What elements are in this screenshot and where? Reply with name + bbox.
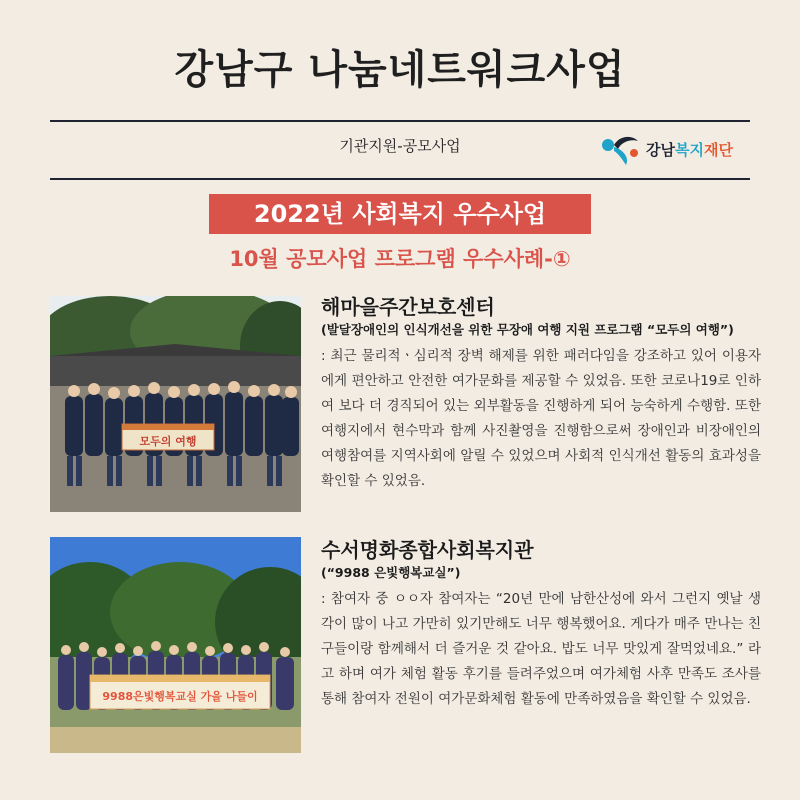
case-body: : 참여자 중 ㅇㅇ자 참여자는 “20년 만에 남한산성에 와서 그런지 옛날 생각이 많이 나고 가만히 있기만해도 너무 행복했어요. 게다가 매주 만나는 친구들이랑 함께해서 더 즐거운 것 같아요. 밥도 너무 맛있게 잘먹었네요.” 라고 하며 여가 체험 활동 후기를 들려주었으며 여가체험 사후 만족도 조사를 통해 참여자 전원이 여가문화체험 활동에 만족하였음을 확인할 수 있었음. (321, 591, 761, 707)
top-divider (50, 120, 750, 122)
category-label: 기관지원-공모사업 (339, 137, 461, 155)
section-subtitle: 10월 공모사업 프로그램 우수사례-① (229, 247, 571, 271)
gangnam-welfare-foundation-logo (600, 128, 750, 170)
case-title: 수서명화종합사회복지관 (321, 538, 534, 562)
logo-text (646, 139, 733, 160)
case-photo-1 (50, 296, 301, 512)
bottom-divider (50, 178, 750, 180)
logo-text-part1: 강남 (646, 140, 675, 159)
case-2 (321, 537, 761, 712)
logo-text-part2: 복지 (674, 140, 704, 159)
logo-text-part3: 재단 (703, 140, 733, 159)
case-body: : 최근 물리적ㆍ심리적 장벽 해제를 위한 패러다임을 강조하고 있어 이용자에게 편안하고 안전한 여가문화를 제공할 수 있었음. 또한 코로나19로 인하여 보다 더 경직되어 있는 외부활동을 진행하게 되어 능숙하게 수행함. 또한 여행지에서 현수막과 함께 사진촬영을 진행함으로써 장애인과 비장애인의 여행참여를 지역사회에 알릴 수 있었으며 사회적 인식개선 활동의 효과성을 확인할 수 있었음. (321, 348, 761, 489)
case-title: 해마을주간보호센터 (321, 295, 495, 319)
case-1 (321, 294, 761, 494)
photo-banner-text: 9988은빛행복교실 가을 나들이 (102, 690, 258, 703)
case-subtitle: (발달장애인의 인식개선을 위한 무장애 여행 지원 프로그램 “모두의 여행”) (321, 322, 734, 337)
logo-mark-icon (600, 131, 644, 167)
photo-banner-text: 모두의 여행 (139, 435, 197, 448)
section-banner: 2022년 사회복지 우수사업 (209, 194, 591, 234)
case-subtitle: (“9988 은빛행복교실”) (321, 565, 461, 580)
page-title: 강남구 나눔네트워크사업 (174, 47, 626, 93)
case-photo-2 (50, 537, 301, 753)
